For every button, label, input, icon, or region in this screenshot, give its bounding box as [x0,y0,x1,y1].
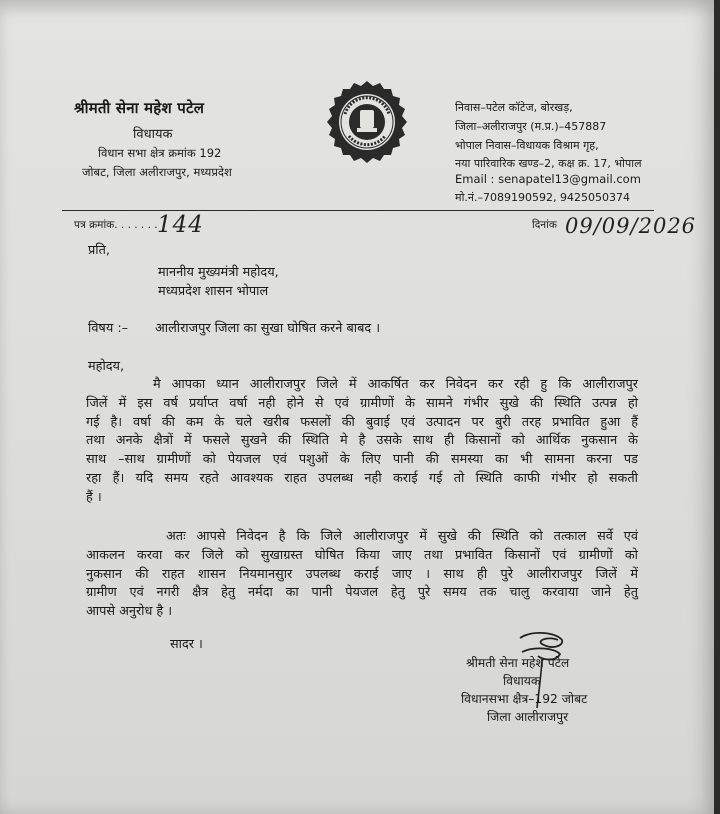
residence-line: निवास–पटेल कॉटेज, बोरखड़, [455,101,573,114]
seal-emblem [324,80,410,164]
to-label: प्रति, [88,243,110,258]
phone-line: मो.नं.–7089190592, 9425050374 [455,191,630,204]
district-line: जिला–अलीराजपुर (म.प्र.)–457887 [455,120,607,133]
letter-number-value: 144 [157,212,204,238]
header-divider [62,210,654,211]
paragraph-line: रहा हैं। यदि समय रहते आवश्यक राहत उपलब्ध नही कराई गई तो स्थिति काफी गंभीर हो सकती [86,470,638,486]
sender-name: श्रीमती सेना महेश पटेल [74,99,205,117]
paragraph-line: मै आपका ध्यान आलीराजपुर जिले में आकर्षित कर निवेदन कर रही हु कि आलीराजपुर [153,377,638,392]
paragraph-line: जिलें में इस वर्ष प्रर्याप्त वर्षा नही होने से एवं ग्रामीणों के सामने गंभीर सुखे की स्थिति उत्पन्न हो [86,395,638,411]
subject-label: विषय :– [88,321,129,336]
bhopal-residence-line: भोपाल निवास–विधायक विश्राम गृह, [455,139,599,152]
paragraph-line: साथ –साथ ग्रामीणों को पेयजल एवं पशुओं के लिए पानी की समस्या का भी सामना करना पड [86,452,638,468]
date-label: दिनांक [532,219,557,231]
salutation: महोदय, [88,359,125,374]
paragraph-line: तथा अनके क्षैत्रों में फसले सुखने की स्थिति मे है उसके साथ ही किसानों को आर्थिक नुकसान के [86,433,638,449]
signatory-name: श्रीमती सेना महेश पटेल [466,656,570,670]
paragraph-line: आकलन करवा कर जिले को सुखाग्रस्त घोषित किया जाए तथा प्रभावित किसानों एवं ग्रामीणों को [86,547,638,563]
paragraph-line: नुकसान की राहत शासन नियमानसुार उपलब्ध कराई जाए । साथ ही पुरे आलीराजपुर जिलें में [86,566,638,582]
bhopal-address-line: नया पारिवारिक खण्ड–2, कक्ष क्र. 17, भोपाल [455,157,642,170]
constituency-line: विधान सभा क्षेत्र क्रमांक 192 [98,146,222,160]
closing: सादर । [170,637,203,652]
addressee-line1: माननीय मुख्यमंत्री महोदय, [158,265,279,280]
paragraph-line: ग्रामीण एवं नगरी क्षैत्र हेतु नर्मदा का पानी पेयजल हेतु पुरे समय तक चालु करवाया जाने हेतु [86,585,638,601]
addressee-line2: मध्यप्रदेश शासन भोपाल [158,284,269,299]
paragraph-line: गई है। वर्षा की कम के चले खरीब फसलों की बुवाई एवं उत्पादन पर बुरी तरह प्रभावित हुआ हैं [86,414,638,430]
body-paragraph-1 [86,376,638,508]
body-paragraph-2 [86,528,638,622]
signatory-designation: विधायक [503,674,541,688]
subject-text: आलीराजपुर जिला का सुखा घोषित करने बाबद । [155,321,381,336]
paragraph-line: आपसे अनुरोध है । [86,604,173,620]
paragraph-line: हैं । [86,489,102,505]
signatory-district: जिला आलीराजपुर [487,710,569,724]
paragraph-line: अतः आपसे निवेदन है कि जिले आलीराजपुर में सुखे की स्थिति को तत्काल सर्वे एवं [166,529,638,544]
email-line: Email : senapatel13@gmail.com [455,172,641,186]
letter-number-label: पत्र क्रमांक. . . . . . . [74,219,158,231]
signatory-constituency: विधानसभा क्षैत्र–192 जोबट [461,692,588,706]
sender-designation: विधायक [133,127,173,142]
date-value: 09/09/2026 [565,214,697,238]
sender-location: जोबट, जिला अलीराजपुर, मध्यप्रदेश [82,165,232,179]
